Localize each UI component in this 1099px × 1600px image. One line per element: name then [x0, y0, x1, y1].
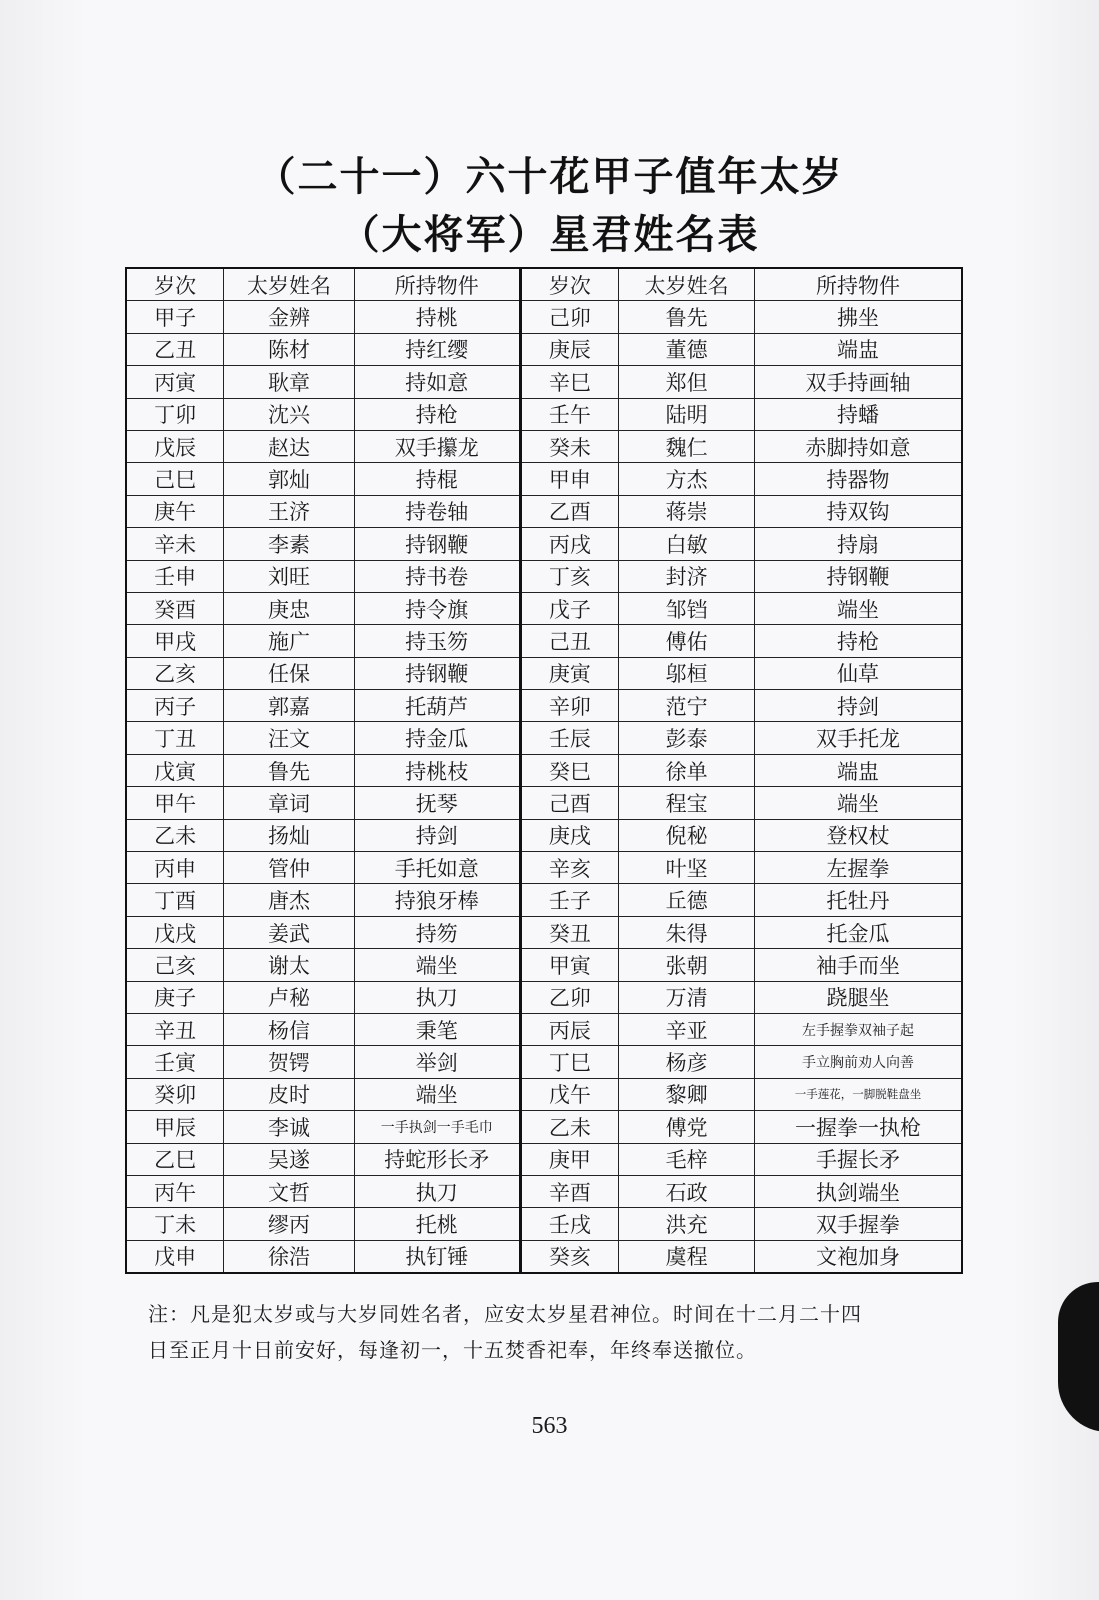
table-row	[126, 366, 962, 398]
page-title-line-1: （二十一）六十花甲子值年太岁	[255, 154, 844, 200]
cell-year-left: 丁酉	[126, 884, 224, 916]
cell-item-right: 左手握拳双袖子起	[754, 1013, 962, 1045]
cell-name-left: 徐浩	[224, 1240, 355, 1273]
cell-item-right: 持枪	[754, 625, 962, 657]
cell-item-left: 持令旗	[354, 592, 520, 624]
cell-name-left: 章词	[224, 787, 355, 819]
table-header-row	[126, 268, 962, 301]
cell-item-left: 持玉笏	[354, 625, 520, 657]
cell-name-right: 朱得	[619, 916, 755, 948]
cell-year-left: 丙申	[126, 852, 224, 884]
cell-item-left: 持枪	[354, 398, 520, 430]
cell-name-left: 皮时	[224, 1078, 355, 1110]
cell-item-left: 持金瓜	[354, 722, 520, 754]
cell-name-left: 缪丙	[224, 1208, 355, 1240]
cell-name-right: 彭泰	[619, 722, 755, 754]
cell-item-right: 袖手而坐	[754, 949, 962, 981]
cell-year-left: 己巳	[126, 463, 224, 495]
cell-year-left: 庚子	[126, 981, 224, 1013]
cell-name-right: 白敏	[619, 528, 755, 560]
table-row	[126, 1240, 962, 1273]
cell-item-left: 执钉锤	[354, 1240, 520, 1273]
cell-name-left: 李素	[224, 528, 355, 560]
page-title-line-2: （大将军）星君姓名表	[339, 212, 760, 258]
table-row	[126, 592, 962, 624]
table-row	[126, 495, 962, 527]
cell-name-left: 金辨	[224, 301, 355, 333]
cell-item-right: 左握拳	[754, 852, 962, 884]
cell-name-left: 刘旺	[224, 560, 355, 592]
cell-year-right: 壬子	[520, 884, 619, 916]
table-row	[126, 819, 962, 851]
cell-name-right: 辛亚	[619, 1013, 755, 1045]
cell-year-right: 乙未	[520, 1111, 619, 1143]
cell-year-right: 丁亥	[520, 560, 619, 592]
header-item-left: 所持物件	[354, 268, 520, 301]
table-row	[126, 949, 962, 981]
cell-year-left: 丁卯	[126, 398, 224, 430]
cell-year-left: 乙丑	[126, 333, 224, 365]
cell-item-right: 手立胸前劝人向善	[754, 1046, 962, 1078]
table-row	[126, 528, 962, 560]
cell-year-left: 丁丑	[126, 722, 224, 754]
cell-year-left: 丙午	[126, 1175, 224, 1207]
cell-year-left: 戊寅	[126, 754, 224, 786]
header-year-right: 岁次	[520, 268, 619, 301]
cell-name-right: 张朝	[619, 949, 755, 981]
cell-item-left: 端坐	[354, 949, 520, 981]
table-row	[126, 301, 962, 333]
cell-item-left: 持钢鞭	[354, 528, 520, 560]
cell-year-left: 辛未	[126, 528, 224, 560]
table-row	[126, 1046, 962, 1078]
table-row	[126, 1208, 962, 1240]
cell-name-right: 邬桓	[619, 657, 755, 689]
cell-year-left: 庚午	[126, 495, 224, 527]
cell-name-left: 汪文	[224, 722, 355, 754]
cell-item-left: 持蛇形长矛	[354, 1143, 520, 1175]
cell-name-left: 谢太	[224, 949, 355, 981]
cell-item-left: 持卷轴	[354, 495, 520, 527]
cell-year-right: 辛巳	[520, 366, 619, 398]
table-row	[126, 560, 962, 592]
cell-name-right: 方杰	[619, 463, 755, 495]
cell-name-right: 虞程	[619, 1240, 755, 1273]
cell-year-right: 甲申	[520, 463, 619, 495]
cell-year-right: 辛酉	[520, 1175, 619, 1207]
cell-name-right: 程宝	[619, 787, 755, 819]
cell-item-right: 双手托龙	[754, 722, 962, 754]
table-row	[126, 625, 962, 657]
cell-name-right: 魏仁	[619, 430, 755, 462]
cell-item-right: 执剑端坐	[754, 1175, 962, 1207]
page-number: 563	[531, 1413, 568, 1439]
cell-year-right: 戊子	[520, 592, 619, 624]
table-row	[126, 754, 962, 786]
cell-year-left: 甲辰	[126, 1111, 224, 1143]
cell-year-left: 甲戌	[126, 625, 224, 657]
cell-name-left: 庚忠	[224, 592, 355, 624]
cell-name-left: 扬灿	[224, 819, 355, 851]
tai-sui-table	[125, 267, 963, 1274]
footnote-line-1: 注：凡是犯太岁或与大岁同姓名者，应安太岁星君神位。时间在十二月二十四	[148, 1302, 862, 1326]
cell-name-left: 赵达	[224, 430, 355, 462]
cell-item-right: 持双钩	[754, 495, 962, 527]
cell-item-right: 仙草	[754, 657, 962, 689]
cell-item-right: 赤脚持如意	[754, 430, 962, 462]
footnote	[148, 1296, 938, 1368]
cell-year-right: 丙辰	[520, 1013, 619, 1045]
cell-year-right: 辛亥	[520, 852, 619, 884]
cell-year-left: 乙巳	[126, 1143, 224, 1175]
cell-item-left: 举剑	[354, 1046, 520, 1078]
cell-name-left: 任保	[224, 657, 355, 689]
cell-name-left: 王济	[224, 495, 355, 527]
cell-item-left: 托葫芦	[354, 690, 520, 722]
cell-year-right: 己卯	[520, 301, 619, 333]
cell-name-right: 杨彦	[619, 1046, 755, 1078]
cell-year-left: 戊辰	[126, 430, 224, 462]
cell-item-left: 持狼牙棒	[354, 884, 520, 916]
cell-name-left: 李诚	[224, 1111, 355, 1143]
table-row	[126, 852, 962, 884]
table-row	[126, 430, 962, 462]
cell-item-right: 端坐	[754, 787, 962, 819]
cell-year-right: 丁巳	[520, 1046, 619, 1078]
cell-name-right: 倪秘	[619, 819, 755, 851]
cell-year-right: 癸巳	[520, 754, 619, 786]
cell-year-right: 己酉	[520, 787, 619, 819]
header-item-right: 所持物件	[754, 268, 962, 301]
cell-name-right: 叶坚	[619, 852, 755, 884]
header-name-right: 太岁姓名	[619, 268, 755, 301]
cell-item-left: 持桃枝	[354, 754, 520, 786]
table-row	[126, 787, 962, 819]
cell-name-right: 丘德	[619, 884, 755, 916]
table-row	[126, 398, 962, 430]
cell-item-right: 端盅	[754, 754, 962, 786]
cell-item-left: 手托如意	[354, 852, 520, 884]
cell-year-right: 癸未	[520, 430, 619, 462]
table-row	[126, 916, 962, 948]
cell-year-right: 壬辰	[520, 722, 619, 754]
cell-name-right: 董德	[619, 333, 755, 365]
table-row	[126, 981, 962, 1013]
cell-item-right: 持钢鞭	[754, 560, 962, 592]
cell-name-left: 施广	[224, 625, 355, 657]
cell-year-right: 庚甲	[520, 1143, 619, 1175]
cell-year-left: 甲午	[126, 787, 224, 819]
cell-item-right: 托金瓜	[754, 916, 962, 948]
cell-item-right: 持蟠	[754, 398, 962, 430]
cell-item-left: 端坐	[354, 1078, 520, 1110]
cell-item-left: 持如意	[354, 366, 520, 398]
cell-item-right: 端盅	[754, 333, 962, 365]
cell-name-right: 郑但	[619, 366, 755, 398]
cell-item-left: 持桃	[354, 301, 520, 333]
cell-item-right: 端坐	[754, 592, 962, 624]
cell-item-right: 文袍加身	[754, 1240, 962, 1273]
cell-year-left: 壬寅	[126, 1046, 224, 1078]
cell-item-right: 跷腿坐	[754, 981, 962, 1013]
cell-year-left: 丁未	[126, 1208, 224, 1240]
cell-name-left: 杨信	[224, 1013, 355, 1045]
cell-item-left: 执刀	[354, 981, 520, 1013]
cell-year-right: 己丑	[520, 625, 619, 657]
cell-item-right: 持器物	[754, 463, 962, 495]
cell-year-right: 戊午	[520, 1078, 619, 1110]
cell-name-right: 石政	[619, 1175, 755, 1207]
table-row	[126, 1143, 962, 1175]
cell-name-left: 卢秘	[224, 981, 355, 1013]
cell-year-left: 辛丑	[126, 1013, 224, 1045]
cell-name-left: 沈兴	[224, 398, 355, 430]
cell-name-left: 贺锷	[224, 1046, 355, 1078]
table-row	[126, 1013, 962, 1045]
cell-item-right: 登权杖	[754, 819, 962, 851]
cell-year-left: 丙子	[126, 690, 224, 722]
cell-item-right: 持剑	[754, 690, 962, 722]
cell-name-right: 徐单	[619, 754, 755, 786]
cell-name-right: 邹铛	[619, 592, 755, 624]
cell-name-left: 鲁先	[224, 754, 355, 786]
cell-year-left: 壬申	[126, 560, 224, 592]
cell-year-right: 乙卯	[520, 981, 619, 1013]
table-body	[126, 301, 962, 1273]
cell-year-right: 庚寅	[520, 657, 619, 689]
cell-year-right: 壬戌	[520, 1208, 619, 1240]
table-row	[126, 884, 962, 916]
cell-name-right: 万清	[619, 981, 755, 1013]
cell-name-right: 傅党	[619, 1111, 755, 1143]
cell-year-right: 丙戌	[520, 528, 619, 560]
cell-item-left: 持书卷	[354, 560, 520, 592]
table-row	[126, 463, 962, 495]
cell-name-left: 姜武	[224, 916, 355, 948]
cell-name-right: 鲁先	[619, 301, 755, 333]
cell-year-right: 癸丑	[520, 916, 619, 948]
cell-year-left: 乙未	[126, 819, 224, 851]
table-row	[126, 722, 962, 754]
cell-name-right: 洪充	[619, 1208, 755, 1240]
cell-year-left: 乙亥	[126, 657, 224, 689]
cell-year-left: 甲子	[126, 301, 224, 333]
cell-year-right: 壬午	[520, 398, 619, 430]
table-row	[126, 1078, 962, 1110]
cell-item-left: 持笏	[354, 916, 520, 948]
cell-year-right: 乙酉	[520, 495, 619, 527]
cell-year-right: 甲寅	[520, 949, 619, 981]
cell-name-right: 范宁	[619, 690, 755, 722]
cell-item-right: 双手持画轴	[754, 366, 962, 398]
cell-item-right: 双手握拳	[754, 1208, 962, 1240]
cell-item-left: 抚琴	[354, 787, 520, 819]
cell-name-left: 吴遂	[224, 1143, 355, 1175]
footnote-line-2: 日至正月十日前安好，每逢初一，十五焚香祀奉，年终奉送撤位。	[148, 1338, 757, 1362]
cell-name-left: 陈材	[224, 333, 355, 365]
header-year-left: 岁次	[126, 268, 224, 301]
cell-item-right: 手握长矛	[754, 1143, 962, 1175]
cell-year-right: 癸亥	[520, 1240, 619, 1273]
cell-item-left: 托桃	[354, 1208, 520, 1240]
cell-item-right: 一握拳一执枪	[754, 1111, 962, 1143]
table-row	[126, 690, 962, 722]
cell-item-left: 执刀	[354, 1175, 520, 1207]
cell-name-right: 黎卿	[619, 1078, 755, 1110]
cell-year-left: 癸卯	[126, 1078, 224, 1110]
cell-item-left: 秉笔	[354, 1013, 520, 1045]
cell-name-left: 郭灿	[224, 463, 355, 495]
cell-item-right: 一手莲花，一脚脱鞋盘坐	[754, 1078, 962, 1110]
cell-year-left: 己亥	[126, 949, 224, 981]
cell-item-right: 拂坐	[754, 301, 962, 333]
table-row	[126, 1111, 962, 1143]
cell-item-left: 持剑	[354, 819, 520, 851]
cell-name-left: 郭嘉	[224, 690, 355, 722]
cell-year-left: 戊申	[126, 1240, 224, 1273]
cell-name-left: 文哲	[224, 1175, 355, 1207]
cell-year-right: 庚辰	[520, 333, 619, 365]
cell-year-left: 戊戌	[126, 916, 224, 948]
table-row	[126, 333, 962, 365]
header-name-left: 太岁姓名	[224, 268, 355, 301]
cell-year-left: 癸酉	[126, 592, 224, 624]
cell-name-left: 耿章	[224, 366, 355, 398]
cell-year-right: 辛卯	[520, 690, 619, 722]
cell-name-left: 唐杰	[224, 884, 355, 916]
cell-name-right: 毛梓	[619, 1143, 755, 1175]
cell-name-right: 封济	[619, 560, 755, 592]
cell-name-right: 傅佑	[619, 625, 755, 657]
cell-year-left: 丙寅	[126, 366, 224, 398]
cell-year-right: 庚戌	[520, 819, 619, 851]
cell-name-right: 陆明	[619, 398, 755, 430]
cell-item-left: 持棍	[354, 463, 520, 495]
cell-name-right: 蒋崇	[619, 495, 755, 527]
cell-item-left: 持红缨	[354, 333, 520, 365]
table-row	[126, 1175, 962, 1207]
cell-name-left: 管仲	[224, 852, 355, 884]
table-row	[126, 657, 962, 689]
cell-item-left: 一手执剑一手毛巾	[354, 1111, 520, 1143]
cell-item-right: 托牡丹	[754, 884, 962, 916]
cell-item-right: 持扇	[754, 528, 962, 560]
cell-item-left: 双手攥龙	[354, 430, 520, 462]
cell-item-left: 持钢鞭	[354, 657, 520, 689]
